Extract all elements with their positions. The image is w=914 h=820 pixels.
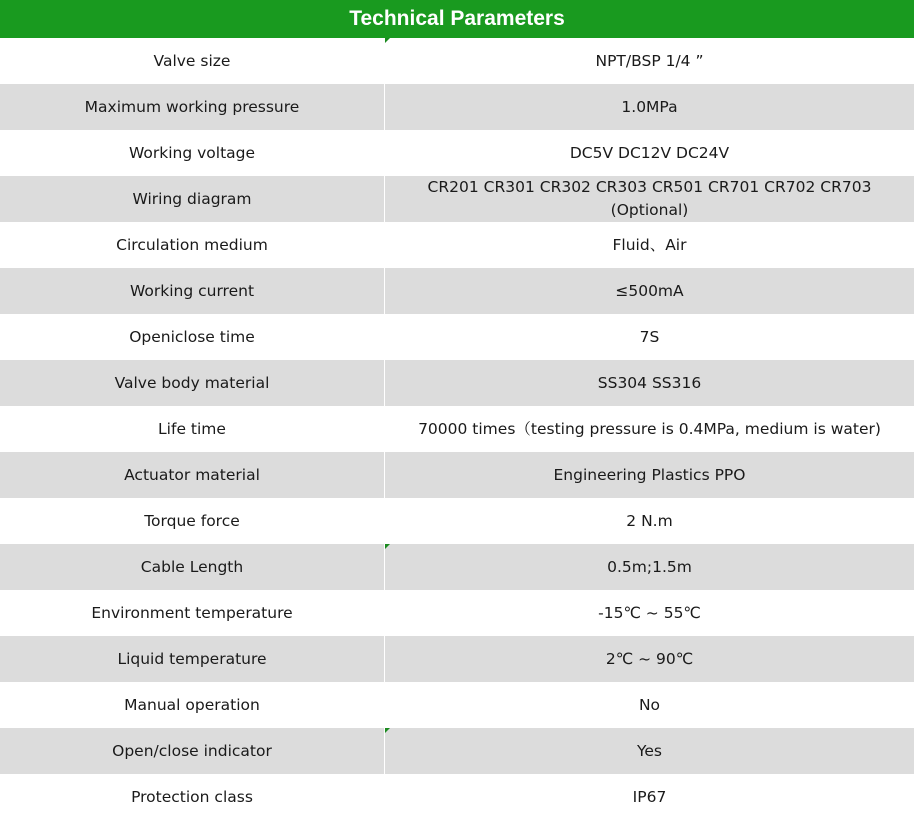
table-row <box>0 222 914 268</box>
param-value: Engineering Plastics PPO <box>384 452 914 498</box>
table-row <box>0 406 914 452</box>
param-value-line1: CR201 CR301 CR302 CR303 CR501 CR701 CR702 CR703 <box>427 178 872 196</box>
param-value: Fluid、Air <box>384 222 914 268</box>
table-row <box>0 728 914 774</box>
table-row <box>0 682 914 728</box>
param-value: ≤500mA <box>384 268 914 314</box>
table-row <box>0 636 914 682</box>
table-row <box>0 544 914 590</box>
param-label: Wiring diagram <box>132 189 252 208</box>
param-value: 1.0MPa <box>384 84 914 130</box>
param-label: Environment temperature <box>91 603 293 622</box>
table-row <box>0 176 914 222</box>
param-label: Protection class <box>131 787 253 806</box>
param-value: 2℃ ~ 90℃ <box>384 636 914 682</box>
param-value-text: 0.5m;1.5m <box>607 557 692 576</box>
param-label: Life time <box>158 419 226 438</box>
param-value: 7S <box>384 314 914 360</box>
param-value: 70000 times（testing pressure is 0.4MPa, medium is water) <box>384 406 914 452</box>
param-value: 2 N.m <box>384 498 914 544</box>
table-row <box>0 590 914 636</box>
param-label: Circulation medium <box>116 235 268 254</box>
param-label: Valve size <box>153 51 231 70</box>
table-row <box>0 314 914 360</box>
param-label: Actuator material <box>124 465 260 484</box>
table-row <box>0 38 914 84</box>
param-label: Working current <box>129 281 255 300</box>
param-value <box>384 38 914 84</box>
table-row <box>0 84 914 130</box>
param-label: Valve body material <box>114 373 270 392</box>
green-tick-mark <box>385 38 390 43</box>
param-label: Liquid temperature <box>117 649 267 668</box>
param-label: Manual operation <box>124 695 260 714</box>
table-row <box>0 130 914 176</box>
param-value <box>384 728 914 774</box>
green-tick-mark <box>385 728 390 733</box>
param-value: IP67 <box>384 774 914 820</box>
param-label: Maximum working pressure <box>84 97 300 116</box>
table-row <box>0 360 914 406</box>
param-value-line2: (Optional) <box>610 201 689 219</box>
table-row <box>0 452 914 498</box>
param-label: Open/close indicator <box>112 741 272 760</box>
param-value <box>384 176 914 222</box>
param-value: SS304 SS316 <box>384 360 914 406</box>
param-label: Cable Length <box>140 557 244 576</box>
parameters-table <box>0 38 914 820</box>
param-label: Working voltage <box>128 143 256 162</box>
table-row <box>0 498 914 544</box>
param-value-text: NPT/BSP 1/4 ” <box>595 51 704 70</box>
green-tick-mark <box>385 544 390 549</box>
param-value: -15℃ ~ 55℃ <box>384 590 914 636</box>
param-label: Torque force <box>144 511 240 530</box>
param-value: No <box>384 682 914 728</box>
param-label: Openiclose time <box>129 327 255 346</box>
param-value: DC5V DC12V DC24V <box>384 130 914 176</box>
table-row <box>0 774 914 820</box>
param-value-text: Yes <box>636 741 663 760</box>
table-title: Technical Parameters <box>0 0 914 38</box>
table-row <box>0 268 914 314</box>
param-value <box>384 544 914 590</box>
